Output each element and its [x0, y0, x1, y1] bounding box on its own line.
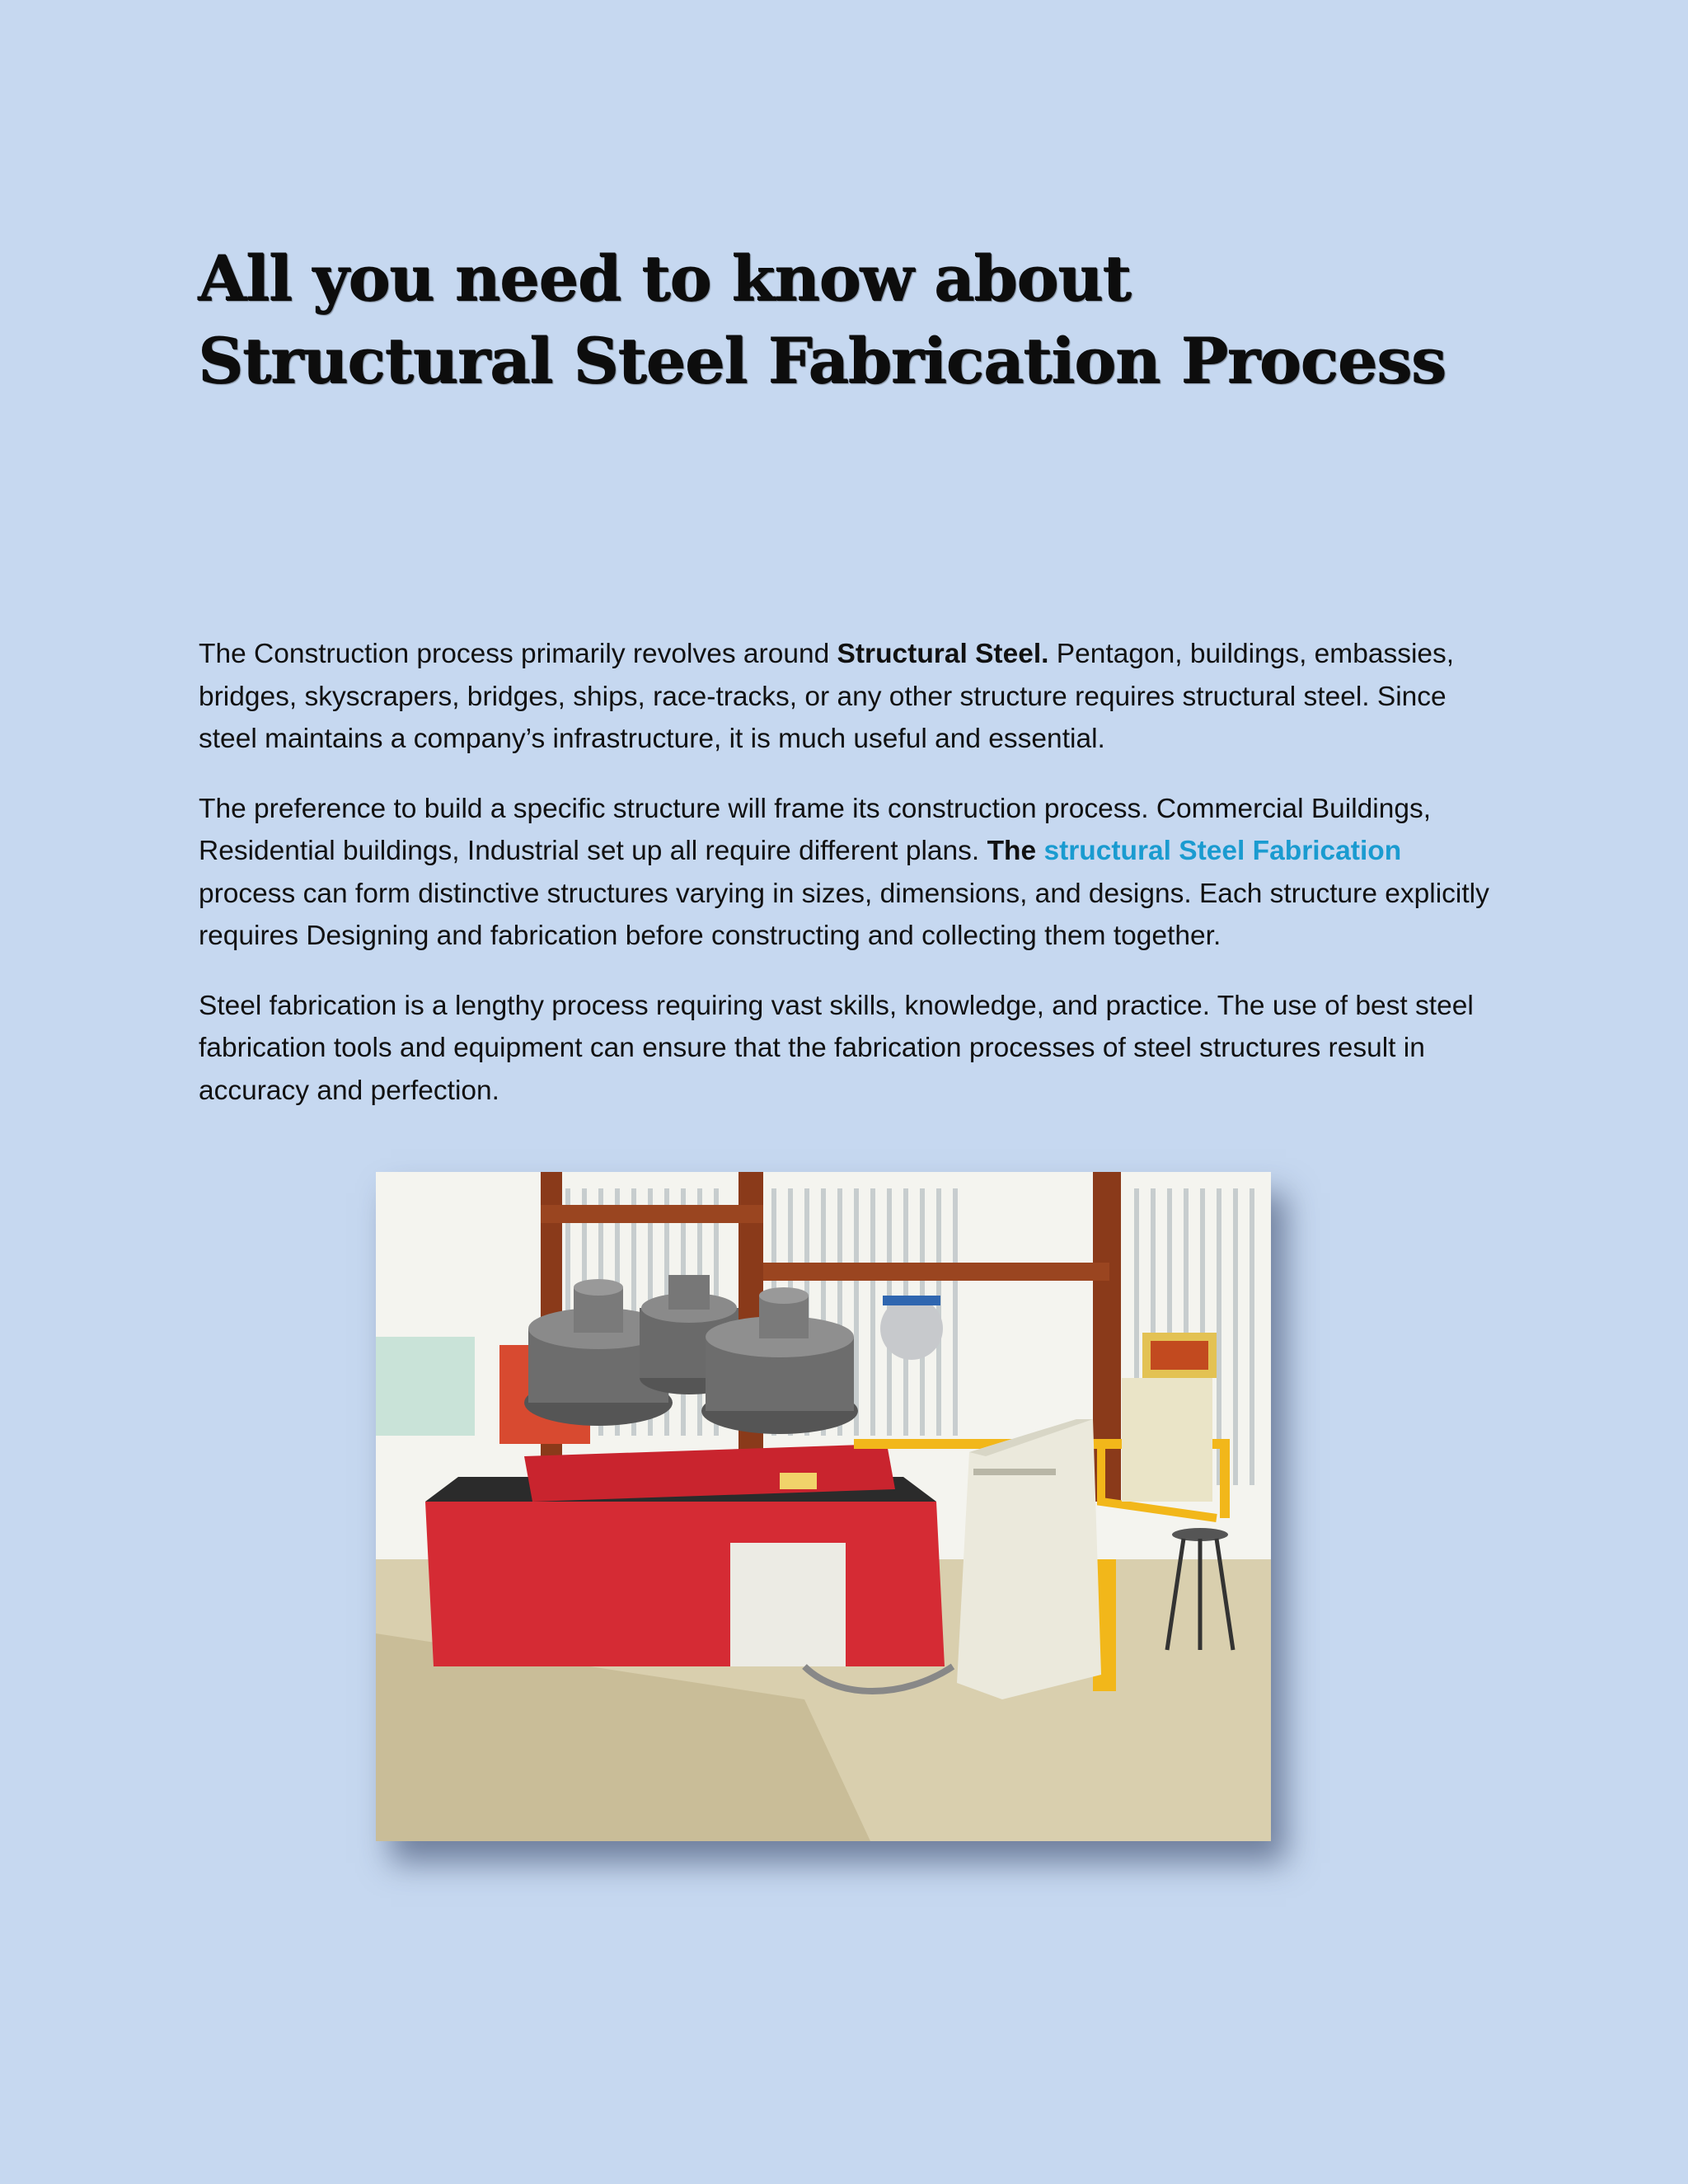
steel-fabrication-machine-photo — [376, 1172, 1271, 1841]
paragraph-2-text-end: process can form distinctive structures varying in sizes, dimensions, and designs. Each structure explicitly requires Designing and fabrication before constructing and collecting them together. — [199, 878, 1489, 951]
paragraph-1-bold: Structural Steel. — [837, 639, 1049, 669]
structural-steel-fabrication-link[interactable]: structural Steel Fabrication — [1043, 836, 1402, 866]
workshop-illustration — [376, 1172, 1271, 1841]
paragraph-1 — [199, 633, 1501, 761]
paragraph-2 — [199, 788, 1501, 958]
paragraph-1-text-start: The Construction process primarily revolves around — [199, 639, 837, 669]
paragraph-2-text-start: The preference to build a specific structure will frame its construction process. Commercial Buildings, Residential buildings, Industrial set up all require different plans. — [199, 793, 1432, 866]
paragraph-1-text-end: Pentagon, buildings, embassies, bridges, skyscrapers, bridges, ships, race-tracks, or any other structure requires structural steel. Since steel maintains a company’s infrastructure, it is much useful and essential. — [199, 639, 1455, 754]
page-title: All you need to know about Structural Steel Fabrication Process — [198, 241, 1446, 397]
article-body — [199, 633, 1501, 1139]
paragraph-2-bold: The — [987, 836, 1037, 866]
paragraph-3: Steel fabrication is a lengthy process requiring vast skills, knowledge, and practice. The use of best steel fabrication tools and equipment can ensure that the fabrication processes of steel structures result in accuracy and perfection. — [199, 990, 1474, 1106]
